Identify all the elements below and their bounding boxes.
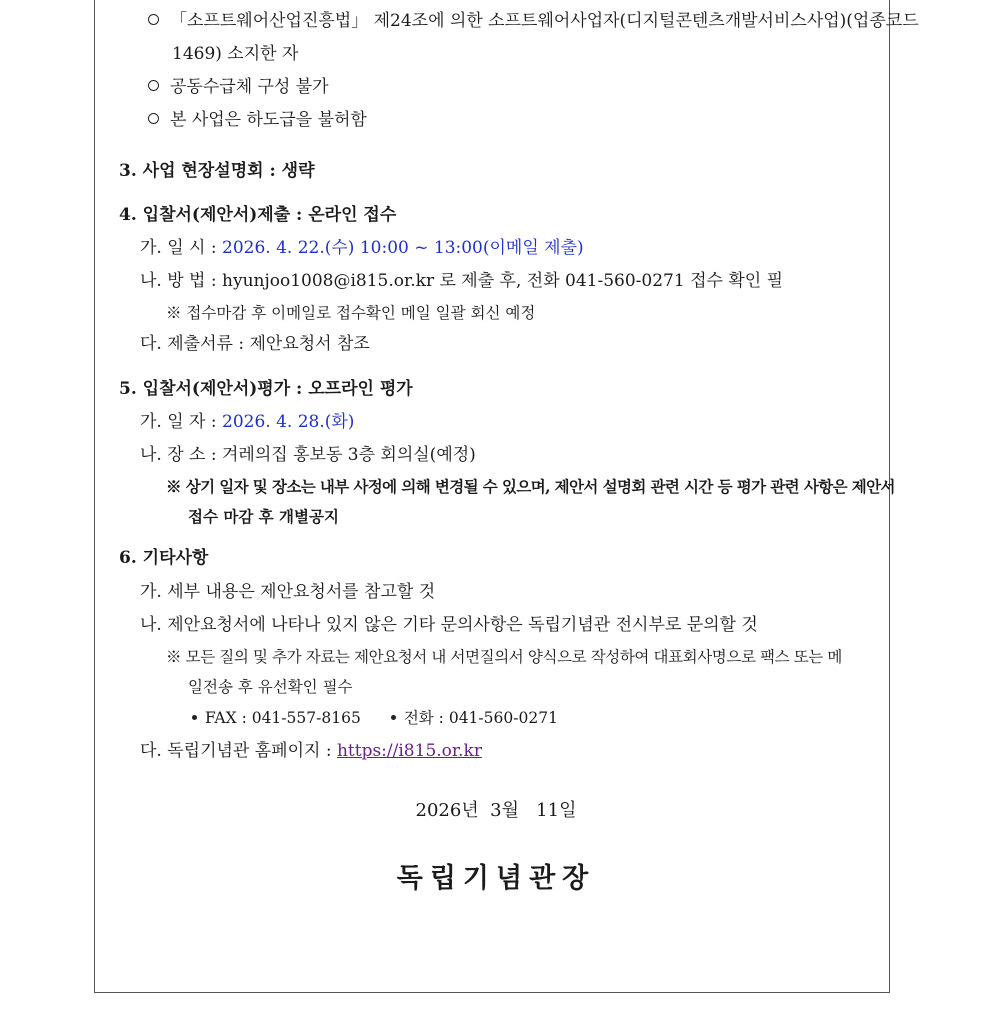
bullet-dot-icon [391,715,396,720]
bullet-line-2: 공동수급체 구성 불가 [148,76,329,98]
bullet-line-1-cont: 1469) 소지한 자 [172,44,299,64]
phone-number: 전화 : 041-560-0271 [403,709,558,727]
homepage-link[interactable]: https://i815.or.kr [336,741,482,761]
bullet-line-3: 본 사업은 하도급을 불허함 [148,109,367,131]
circle-bullet-icon [148,80,159,91]
bullet-line-1: 「소프트웨어산업진흥법」 제24조에 의한 소프트웨어사업자(디지털콘텐츠개발서비스사업)(업종코드 [148,10,919,32]
section-6-item-a: 가. 세부 내용은 제안요청서를 참고할 것 [140,582,436,602]
section-4-documents: 다. 제출서류 : 제안요청서 참조 [140,334,370,354]
section-6-note: ※ 모든 질의 및 추가 자료는 제안요청서 내 서면질의서 양식으로 작성하여 대표회사명으로 팩스 또는 메 [166,648,842,666]
bullet-dot-icon [192,715,197,720]
section-4-method: 나. 방 법 : hyunjoo1008@i815.or.kr 로 제출 후, 전화 041-560-0271 접수 확인 필 [140,271,784,291]
section-4-date: 가. 일 시 : 2026. 4. 22.(수) 10:00 ~ 13:00(이메일 제출) [140,238,584,258]
section-5-heading: 5. 입찰서(제안서)평가 : 오프라인 평가 [119,379,413,399]
section-5-date: 가. 일 자 : 2026. 4. 28.(화) [140,412,355,432]
circle-bullet-icon [148,14,159,25]
section-4-note: ※ 접수마감 후 이메일로 접수확인 메일 일괄 회신 예정 [166,304,536,322]
document-date: 2026년 3월 11일 [415,800,577,821]
section-5-note-cont: 접수 마감 후 개별공지 [188,507,339,526]
contact-line [192,707,558,729]
section-5-place: 나. 장 소 : 겨레의집 홍보동 3층 회의실(예정) [140,445,476,465]
section-4-heading: 4. 입찰서(제안서)제출 : 온라인 접수 [119,205,397,225]
circle-bullet-icon [148,113,159,124]
section-6-heading: 6. 기타사항 [119,548,209,568]
section-6-note-cont: 일전송 후 유선확인 필수 [188,678,353,696]
section-6-item-b: 나. 제안요청서에 나타나 있지 않은 기타 문의사항은 독립기념관 전시부로 문의할 것 [140,615,758,635]
section-5-note: ※ 상기 일자 및 장소는 내부 사정에 의해 변경될 수 있으며, 제안서 설명회 관련 시간 등 평가 관련 사항은 제안서 [166,477,895,496]
issuer-name: 독립기념관장 [396,863,596,894]
section-3-heading: 3. 사업 현장설명회 : 생략 [119,161,315,181]
section-6-item-c: 다. 독립기념관 홈페이지 : https://i815.or.kr [140,741,482,761]
fax-number: FAX : 041-557-8165 [205,709,361,727]
